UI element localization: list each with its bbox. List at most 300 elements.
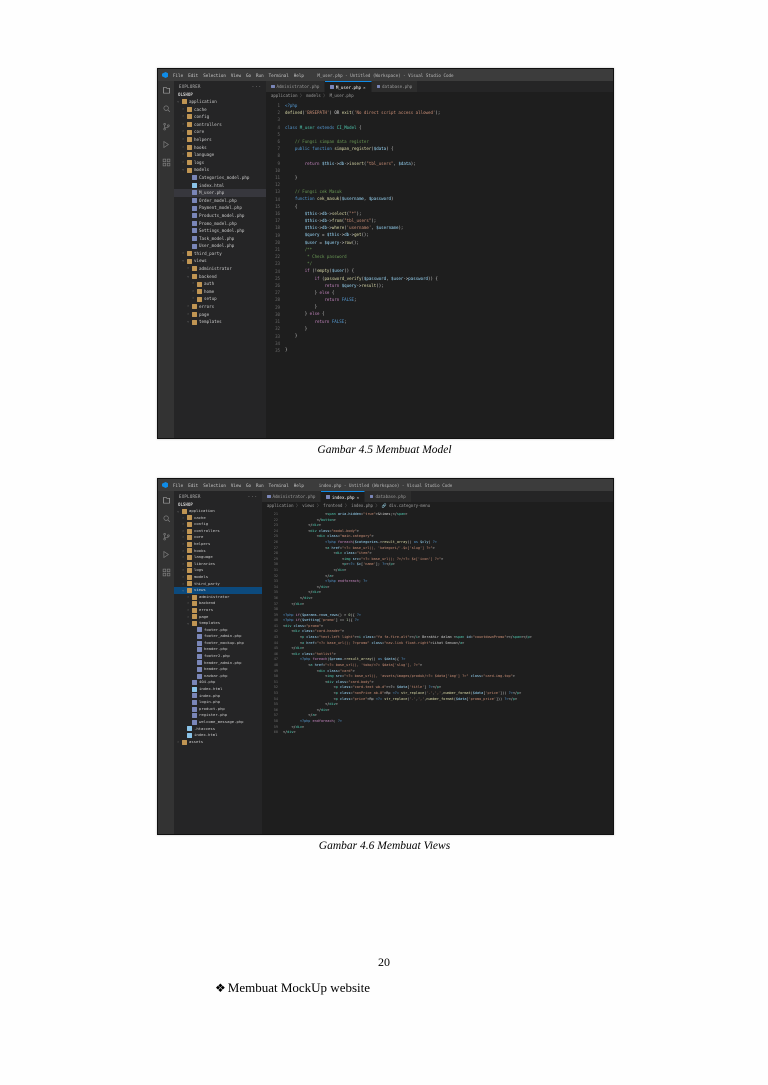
body-bullet-line: [215, 980, 370, 996]
run-debug-icon[interactable]: [162, 140, 171, 149]
code-line[interactable]: * Check password: [304, 253, 347, 259]
code-line[interactable]: }: [285, 325, 308, 331]
line-number: 16: [275, 211, 280, 217]
folder-icon: [192, 274, 197, 279]
breadcrumb-2[interactable]: application 〉 views 〉 frontend 〉 index.php 〉 🔗 div.category-menu: [262, 502, 613, 510]
workspace-root-2[interactable]: [174, 501, 262, 508]
file-tree-item[interactable]: [174, 646, 262, 653]
line-number: 1: [277, 103, 280, 108]
file-tree-item[interactable]: [174, 288, 266, 296]
chevron-right-icon[interactable]: ›: [187, 304, 190, 309]
editor-tab[interactable]: [321, 491, 365, 502]
chevron-right-icon[interactable]: ›: [182, 541, 185, 546]
code-line[interactable]: $this->db->where('username', $username);: [304, 225, 404, 231]
file-tree-item-label: backend: [199, 273, 217, 279]
code-line[interactable]: // Fungsi cek Masuk: [294, 189, 342, 195]
code-line[interactable]: <?php endforeach; ?>: [299, 718, 343, 723]
file-tree-item[interactable]: [174, 627, 262, 634]
code-line[interactable]: <a href="<?= base_url(), 'toko/<?= $data['slug'], ?>">: [308, 663, 423, 668]
code-line[interactable]: </button>: [316, 517, 336, 522]
code-line[interactable]: <p class="nonPrice ab-0">Rp <?= str_replace('.',',',number_format($data['price'])) ?></p>: [333, 691, 522, 695]
editor-tab[interactable]: [266, 81, 325, 92]
code-line[interactable]: <img src="<?= base_url(); ?>/<?= $c['icon'] ?>">: [342, 556, 444, 561]
figure-caption-4-6: Gambar 4.6 Membuat Views: [318, 840, 451, 852]
figure-4-5: [157, 68, 612, 456]
chevron-right-icon[interactable]: ›: [187, 311, 190, 316]
file-icon: [187, 726, 192, 731]
folder-icon: [187, 542, 192, 547]
chevron-right-icon[interactable]: ›: [187, 601, 190, 606]
file-tree-item[interactable]: [174, 113, 266, 121]
chevron-down-icon[interactable]: ⌄: [177, 99, 180, 103]
file-tree-item[interactable]: [174, 699, 262, 706]
code-line[interactable]: return FALSE;: [324, 297, 357, 303]
close-icon[interactable]: ✕: [363, 84, 366, 90]
file-tree-item[interactable]: [174, 706, 262, 713]
code-line[interactable]: <?php: [285, 103, 298, 108]
code-line[interactable]: </div>: [308, 590, 321, 595]
menu-run[interactable]: Run: [256, 72, 264, 78]
code-line[interactable]: return FALSE;: [314, 318, 347, 324]
file-tree-item[interactable]: [174, 594, 262, 601]
file-tree-item[interactable]: [174, 633, 262, 640]
file-tree-item[interactable]: [174, 673, 262, 680]
extensions-icon-2[interactable]: [162, 568, 171, 577]
menu-file-2[interactable]: File: [173, 482, 184, 488]
menu-view[interactable]: View: [230, 72, 241, 78]
line-number: 14: [275, 196, 280, 202]
file-icon: [192, 713, 197, 718]
file-tree-2[interactable]: [174, 508, 262, 745]
code-lines-2[interactable]: [281, 510, 613, 834]
file-tree-item[interactable]: [174, 128, 266, 136]
code-line[interactable]: </div>: [316, 584, 330, 589]
chevron-down-icon[interactable]: ⌄: [187, 319, 190, 324]
code-line[interactable]: <a href="<?= base_url(); ?>promo" class="nav-link float-right">Lihat Semua</a>: [299, 640, 465, 645]
file-tree-item-label: register.php: [199, 712, 228, 718]
file-tree-item[interactable]: [174, 548, 262, 555]
menu-view-2[interactable]: View: [230, 482, 241, 488]
chevron-down-icon[interactable]: ⌄: [187, 621, 190, 626]
window-title-2: index.php - Untitled (Workspace) - Visual Studio Code: [318, 482, 453, 488]
file-tree-item[interactable]: [174, 311, 266, 319]
file-tree-item[interactable]: [174, 607, 262, 614]
code-line[interactable]: function cek_masuk($username, $password): [294, 196, 394, 202]
chevron-right-icon[interactable]: ›: [187, 594, 190, 599]
code-line[interactable]: }: [285, 333, 298, 338]
file-tree-item[interactable]: [174, 220, 266, 228]
line-number: 48: [273, 663, 278, 668]
code-line[interactable]: </div>: [291, 646, 305, 651]
file-tree-item[interactable]: [174, 295, 266, 303]
line-number: 19: [275, 232, 280, 238]
file-icon: [192, 700, 197, 705]
file-tree-item[interactable]: [174, 574, 262, 581]
code-line[interactable]: </div>: [291, 601, 305, 606]
folder-icon: [187, 107, 192, 112]
editor-tab[interactable]: [365, 491, 412, 502]
line-number: 8: [277, 153, 280, 159]
code-line[interactable]: $user = $query->row();: [304, 239, 359, 245]
explorer-icon[interactable]: [162, 86, 171, 95]
code-line[interactable]: <?php endforeach; ?>: [325, 579, 368, 584]
editor-tab[interactable]: [325, 81, 371, 92]
chevron-right-icon[interactable]: ›: [182, 106, 185, 111]
explorer-sidebar[interactable]: [174, 81, 266, 438]
chevron-right-icon[interactable]: ›: [182, 515, 185, 520]
chevron-right-icon[interactable]: ›: [182, 250, 185, 255]
code-line[interactable]: <span aria-hidden="true">&times;</span>: [325, 512, 408, 516]
menu-run-2[interactable]: Run: [256, 482, 264, 488]
file-tree-item[interactable]: [174, 508, 262, 515]
file-tree-item[interactable]: [174, 151, 266, 159]
explorer-header: [174, 81, 266, 91]
search-icon[interactable]: [162, 104, 171, 113]
file-icon: [192, 190, 197, 195]
code-line[interactable]: <?php if($setting['promo'] == 1){ ?>: [283, 618, 359, 623]
file-tree-item[interactable]: [174, 257, 266, 265]
folder-icon: [187, 168, 192, 173]
line-number: 2: [277, 110, 280, 116]
file-tree-item[interactable]: [174, 174, 266, 182]
chevron-right-icon[interactable]: ›: [182, 568, 185, 573]
code-line[interactable]: // Fungsi simpan data register: [294, 138, 369, 144]
menu-go[interactable]: Go: [245, 72, 252, 78]
file-tree-item-label: Order_model.php: [199, 197, 237, 203]
figure-4-6: [157, 478, 612, 852]
file-tree-item[interactable]: [174, 653, 262, 660]
file-tree-item-label: errors: [199, 606, 214, 612]
line-number: 26: [275, 283, 280, 289]
menu-help-2[interactable]: Help: [293, 482, 304, 488]
file-tree-item[interactable]: [174, 265, 266, 273]
menu-bar[interactable]: [173, 73, 304, 78]
folder-icon: [192, 266, 197, 271]
menu-bar-2[interactable]: [173, 483, 304, 488]
code-line[interactable]: defined('BASEPATH') OR exit('No direct script access allowed');: [285, 110, 441, 116]
code-line[interactable]: </div>: [308, 523, 321, 528]
folder-icon: [187, 568, 192, 573]
code-line[interactable]: <div class="card-body">: [325, 679, 374, 684]
code-line[interactable]: <div class="card">: [316, 668, 355, 673]
code-lines-1[interactable]: [283, 100, 613, 438]
close-icon[interactable]: ✕: [356, 494, 359, 500]
file-tree-item[interactable]: [174, 189, 266, 197]
folder-icon: [187, 548, 192, 553]
file-tree-item[interactable]: [174, 227, 266, 235]
extensions-icon[interactable]: [162, 158, 171, 167]
explorer-more-icon[interactable]: ···: [251, 84, 262, 89]
file-icon: [192, 183, 197, 188]
line-number: 50: [273, 674, 278, 679]
menu-file[interactable]: File: [173, 72, 184, 78]
file-tree-item[interactable]: [174, 166, 266, 174]
file-tree-item[interactable]: [174, 666, 262, 673]
file-tree-item-label: index.html: [194, 732, 218, 738]
file-tree-1[interactable]: [174, 98, 266, 326]
file-tree-item[interactable]: [174, 534, 262, 541]
file-tree-item[interactable]: [174, 303, 266, 311]
code-line[interactable]: </div>: [316, 707, 330, 712]
editor-tab[interactable]: [372, 81, 419, 92]
file-tree-item[interactable]: [174, 235, 266, 243]
code-line[interactable]: </a>: [325, 573, 334, 578]
code-line[interactable]: /**: [304, 246, 313, 252]
code-line[interactable]: {: [285, 203, 298, 209]
code-line[interactable]: $query = $this->db->get();: [304, 232, 369, 238]
file-tree-item[interactable]: [174, 581, 262, 588]
code-line[interactable]: <?php foreach($categories->result_array() as $cly) ?>: [325, 539, 437, 544]
chevron-right-icon[interactable]: ›: [187, 266, 190, 271]
code-line[interactable]: if (!empty($user)) {: [304, 268, 355, 274]
file-tree-item[interactable]: [174, 541, 262, 548]
file-tree-item[interactable]: [174, 242, 266, 250]
file-tree-item-label: index.php: [199, 692, 221, 698]
file-tree-item[interactable]: [174, 739, 262, 746]
php-file-icon: [330, 85, 334, 89]
chevron-right-icon[interactable]: ›: [182, 159, 185, 164]
file-tree-item[interactable]: [174, 98, 266, 106]
code-line[interactable]: <p class="card-text wb-d"><?= $data['title'] ?></p>: [333, 685, 442, 690]
file-tree-item[interactable]: [174, 640, 262, 647]
line-number: 12: [275, 182, 280, 188]
file-tree-item[interactable]: [174, 719, 262, 726]
menu-terminal-2[interactable]: Terminal: [268, 482, 289, 488]
menu-terminal[interactable]: Terminal: [268, 72, 289, 78]
line-number: 24: [275, 268, 280, 274]
file-tree-item[interactable]: [174, 515, 262, 522]
line-number: 54: [273, 696, 278, 701]
chevron-down-icon[interactable]: ⌄: [182, 588, 185, 593]
file-tree-item-label: helpers: [194, 136, 212, 142]
chevron-right-icon[interactable]: ›: [182, 136, 185, 141]
editor-tabs-2[interactable]: [262, 491, 613, 502]
file-tree-item[interactable]: [174, 121, 266, 129]
chevron-down-icon[interactable]: ⌄: [182, 167, 185, 172]
editor-tab-label: database.php: [375, 494, 406, 499]
explorer-icon-2[interactable]: [162, 496, 171, 505]
code-editor-1[interactable]: [266, 100, 613, 438]
chevron-right-icon[interactable]: ›: [182, 121, 185, 126]
line-number: 53: [273, 691, 278, 695]
code-line[interactable]: </div>: [325, 702, 338, 707]
explorer-more-icon-2[interactable]: ···: [247, 494, 258, 499]
menu-edit-2[interactable]: Edit: [188, 482, 199, 488]
file-tree-item[interactable]: [174, 567, 262, 574]
code-line[interactable]: [285, 131, 613, 138]
code-line[interactable]: <img src="<?= base_url(), 'assets/images/produk/<?= $data['img'] ?>" class="card-img-top">: [325, 674, 515, 679]
chevron-down-icon[interactable]: ⌄: [187, 273, 190, 278]
file-tree-item[interactable]: [174, 554, 262, 561]
code-line[interactable]: */: [304, 261, 313, 267]
file-tree-item[interactable]: [174, 318, 266, 326]
code-line[interactable]: <div class="card-header">: [291, 629, 345, 634]
chevron-right-icon[interactable]: ›: [182, 129, 185, 134]
editor-area: [266, 81, 613, 438]
code-line[interactable]: }: [285, 304, 318, 310]
diamond-bullet-icon: ❖: [215, 981, 226, 995]
code-line[interactable]: <?php if($params->num_rows() > 0){ ?>: [283, 612, 362, 617]
chevron-right-icon[interactable]: ›: [182, 535, 185, 540]
file-tree-item[interactable]: [174, 280, 266, 288]
file-tree-item-label: views: [194, 587, 206, 593]
chevron-right-icon[interactable]: ›: [182, 522, 185, 527]
chevron-right-icon[interactable]: ›: [182, 561, 185, 566]
folder-icon: [192, 601, 197, 606]
code-line[interactable]: <a href="<?= base_url(), 'kategori/'.$c['slug'] ?>">: [325, 545, 435, 550]
line-number: 27: [273, 545, 278, 550]
file-tree-item[interactable]: [174, 679, 262, 686]
code-line[interactable]: }: [285, 174, 298, 180]
folder-icon: [187, 259, 192, 264]
file-tree-item-label: third_party: [194, 580, 220, 586]
code-line[interactable]: </div>: [291, 724, 305, 729]
file-tree-item-label: views: [194, 258, 207, 264]
file-icon: [197, 674, 202, 679]
code-line[interactable]: } else {: [285, 311, 325, 317]
code-line[interactable]: <p class="text-left light"><i class="fa fa-fire-alt"></i> Berakhir dalam <span id="countdownPromo"></span></p>: [299, 635, 532, 640]
chevron-down-icon[interactable]: ⌄: [177, 509, 180, 513]
explorer-sidebar-2[interactable]: [174, 491, 262, 834]
file-tree-item[interactable]: [174, 136, 266, 144]
file-tree-item[interactable]: [174, 250, 266, 258]
file-tree-item[interactable]: [174, 660, 262, 667]
file-tree-item[interactable]: [174, 197, 266, 205]
activity-bar[interactable]: [158, 81, 174, 438]
chevron-right-icon[interactable]: ›: [182, 144, 185, 149]
editor-tabs-1[interactable]: [266, 81, 613, 92]
breadcrumb[interactable]: application 〉 models 〉 M_user.php: [266, 92, 613, 100]
chevron-right-icon[interactable]: ›: [182, 581, 185, 586]
chevron-right-icon[interactable]: ›: [182, 574, 185, 579]
code-line[interactable]: [285, 116, 613, 123]
file-tree-item[interactable]: [174, 693, 262, 700]
chevron-down-icon[interactable]: ⌄: [182, 258, 185, 263]
file-tree-item[interactable]: [174, 204, 266, 212]
chevron-right-icon[interactable]: ›: [192, 288, 195, 293]
code-line[interactable]: <p><?= $c['name']; ?></p>: [342, 562, 395, 567]
code-line[interactable]: class M_user extends CI_Model {: [285, 124, 362, 130]
line-number: 17: [275, 218, 280, 224]
file-tree-item[interactable]: [174, 561, 262, 568]
file-tree-item[interactable]: [174, 212, 266, 220]
code-line[interactable]: <div class="item">: [333, 551, 372, 556]
chevron-right-icon[interactable]: ›: [192, 281, 195, 286]
file-tree-item-label: header_admin.php: [204, 659, 242, 665]
file-icon: [197, 660, 202, 665]
chevron-right-icon[interactable]: ›: [182, 548, 185, 553]
file-tree-item[interactable]: [174, 600, 262, 607]
file-icon: [192, 198, 197, 203]
source-control-icon[interactable]: [162, 122, 171, 131]
file-tree-item[interactable]: [174, 273, 266, 281]
line-number: 22: [275, 254, 280, 260]
line-number: 21: [275, 247, 280, 253]
menu-selection[interactable]: Selection: [203, 72, 226, 78]
code-line[interactable]: <div class="main-category">: [316, 534, 374, 539]
file-tree-item-label: controllers: [194, 527, 220, 533]
code-line[interactable]: [285, 181, 613, 188]
chevron-right-icon[interactable]: ›: [182, 152, 185, 157]
code-line[interactable]: } else {: [285, 289, 335, 295]
folder-icon: [187, 130, 192, 135]
file-tree-item[interactable]: [174, 144, 266, 152]
code-line[interactable]: <div class="hotlist">: [291, 651, 336, 656]
file-icon: [197, 634, 202, 639]
chevron-right-icon[interactable]: ›: [177, 739, 180, 744]
file-tree-item-label: home: [204, 288, 215, 294]
workspace-root[interactable]: [174, 91, 266, 98]
code-line[interactable]: return $this->db->insert("tbl_users", $data);: [304, 160, 416, 166]
file-tree-item[interactable]: [174, 106, 266, 114]
chevron-right-icon[interactable]: ›: [192, 296, 195, 301]
file-tree-item[interactable]: [174, 182, 266, 190]
line-number: 46: [273, 651, 278, 656]
file-tree-item[interactable]: [174, 732, 262, 739]
run-debug-icon-2[interactable]: [162, 550, 171, 559]
file-tree-item[interactable]: [174, 528, 262, 535]
code-line[interactable]: [285, 167, 613, 174]
chevron-right-icon[interactable]: ›: [187, 614, 190, 619]
code-line[interactable]: if (password_verify($password, $user->password)) {: [314, 275, 438, 281]
code-line[interactable]: [285, 152, 613, 159]
code-line[interactable]: [285, 339, 613, 346]
search-icon-2[interactable]: [162, 514, 171, 523]
chevron-right-icon[interactable]: ›: [182, 528, 185, 533]
editor-tab[interactable]: [262, 491, 321, 502]
menu-edit[interactable]: Edit: [188, 72, 199, 78]
menu-help[interactable]: Help: [293, 72, 304, 78]
chevron-right-icon[interactable]: ›: [182, 555, 185, 560]
file-tree-item[interactable]: [174, 159, 266, 167]
code-line[interactable]: <p class="price">Rp <?= str_replace('.',',',number_format($data['promo_price'])) ?></p>: [333, 696, 518, 701]
file-tree-item-label: config: [194, 521, 209, 527]
chevron-right-icon[interactable]: ›: [187, 607, 190, 612]
code-line[interactable]: </div>: [333, 567, 347, 572]
code-line[interactable]: <?php foreach($promo->result_array() as $data){ ?>: [299, 657, 406, 662]
chevron-right-icon[interactable]: ›: [182, 114, 185, 119]
file-tree-item[interactable]: [174, 726, 262, 733]
code-line[interactable]: </a>: [308, 713, 317, 718]
vscode-body-2: [158, 491, 613, 834]
folder-icon: [182, 740, 187, 745]
file-tree-item-label: hooks: [194, 547, 206, 553]
file-tree-item[interactable]: [174, 686, 262, 693]
file-tree-item[interactable]: [174, 620, 262, 627]
source-control-icon-2[interactable]: [162, 532, 171, 541]
menu-selection-2[interactable]: Selection: [203, 482, 226, 488]
code-line[interactable]: <div class="promo">: [283, 623, 324, 628]
code-line[interactable]: <div class="modal-body">: [308, 528, 359, 533]
code-line[interactable]: </div>: [283, 730, 296, 735]
file-tree-item[interactable]: [174, 614, 262, 621]
line-number: 35: [273, 590, 278, 595]
file-tree-item-label: login.php: [199, 699, 221, 705]
code-line[interactable]: $this->db->select("*");: [304, 210, 362, 216]
menu-go-2[interactable]: Go: [245, 482, 252, 488]
code-line[interactable]: }: [285, 347, 288, 353]
activity-bar-2[interactable]: [158, 491, 174, 834]
file-tree-item[interactable]: [174, 712, 262, 719]
code-line[interactable]: </div>: [299, 595, 313, 600]
file-tree-item[interactable]: [174, 587, 262, 594]
file-tree-item[interactable]: [174, 521, 262, 528]
code-editor-2[interactable]: [262, 510, 613, 834]
code-line[interactable]: $this->db->from("tbl_users");: [304, 218, 377, 223]
code-line[interactable]: return $query->result();: [324, 282, 384, 288]
code-line[interactable]: public function simpan_register($data) {: [294, 146, 394, 152]
line-number: 41: [273, 623, 278, 628]
